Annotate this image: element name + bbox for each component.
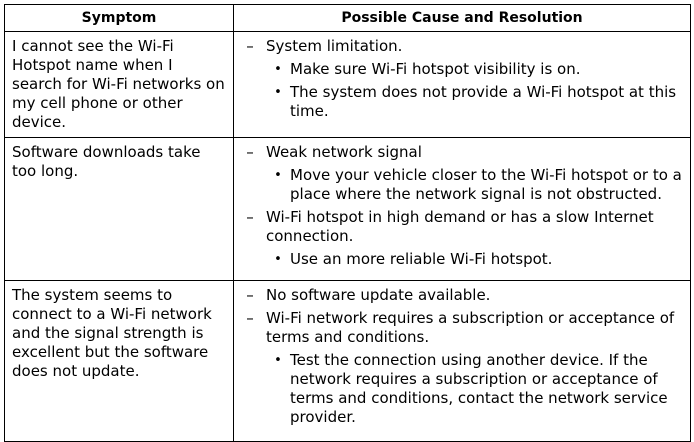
action-item [234,60,686,79]
cause-item [234,37,686,56]
action-text: The system does not provide a Wi-Fi hotspot at this time. [290,83,677,120]
cause-text: Weak network signal [266,143,422,161]
bullet-marker: • [274,353,282,368]
dash-marker: – [246,208,254,226]
dash-marker: – [246,309,254,327]
symptom-column-header: Symptom [5,5,234,32]
action-item [234,250,686,269]
cause-text: Wi-Fi network requires a subscription or acceptance of terms and conditions. [266,309,675,346]
dash-marker: – [246,37,254,55]
bullet-marker: • [274,168,282,183]
symptom-cell: The system seems to connect to a Wi-Fi network and the signal strength is excellent but the software does not update. [5,281,234,442]
action-text: Use an more reliable Wi-Fi hotspot. [290,250,553,268]
table-row [5,32,691,138]
cause-text: No software update available. [266,286,491,304]
cause-item [234,309,686,347]
cause-item [234,143,686,162]
action-item [234,351,686,427]
bullet-marker: • [274,252,282,267]
dash-marker: – [246,143,254,161]
table-row [5,281,691,442]
resolution-cell [234,32,691,138]
cause-text: System limitation. [266,37,403,55]
troubleshooting-table [4,4,691,442]
action-text: Make sure Wi-Fi hotspot visibility is on. [290,60,581,78]
table-header-row [5,5,691,32]
cause-item [234,286,686,305]
cause-text: Wi-Fi hotspot in high demand or has a slow Internet connection. [266,208,654,245]
action-text: Test the connection using another device. If the network requires a subscription or acceptance of terms and conditions, contact the network service provider. [290,351,668,426]
resolution-column-header: Possible Cause and Resolution [234,5,691,32]
action-text: Move your vehicle closer to the Wi-Fi hotspot or to a place where the network signal is not obstructed. [290,166,682,203]
cause-item [234,208,686,246]
dash-marker: – [246,286,254,304]
symptom-cell: I cannot see the Wi-Fi Hotspot name when I search for Wi-Fi networks on my cell phone or other device. [5,32,234,138]
bullet-marker: • [274,62,282,77]
resolution-cell [234,281,691,442]
action-item [234,166,686,204]
table-row [5,138,691,281]
action-item [234,83,686,121]
bullet-marker: • [274,85,282,100]
symptom-cell: Software downloads take too long. [5,138,234,281]
resolution-cell [234,138,691,281]
